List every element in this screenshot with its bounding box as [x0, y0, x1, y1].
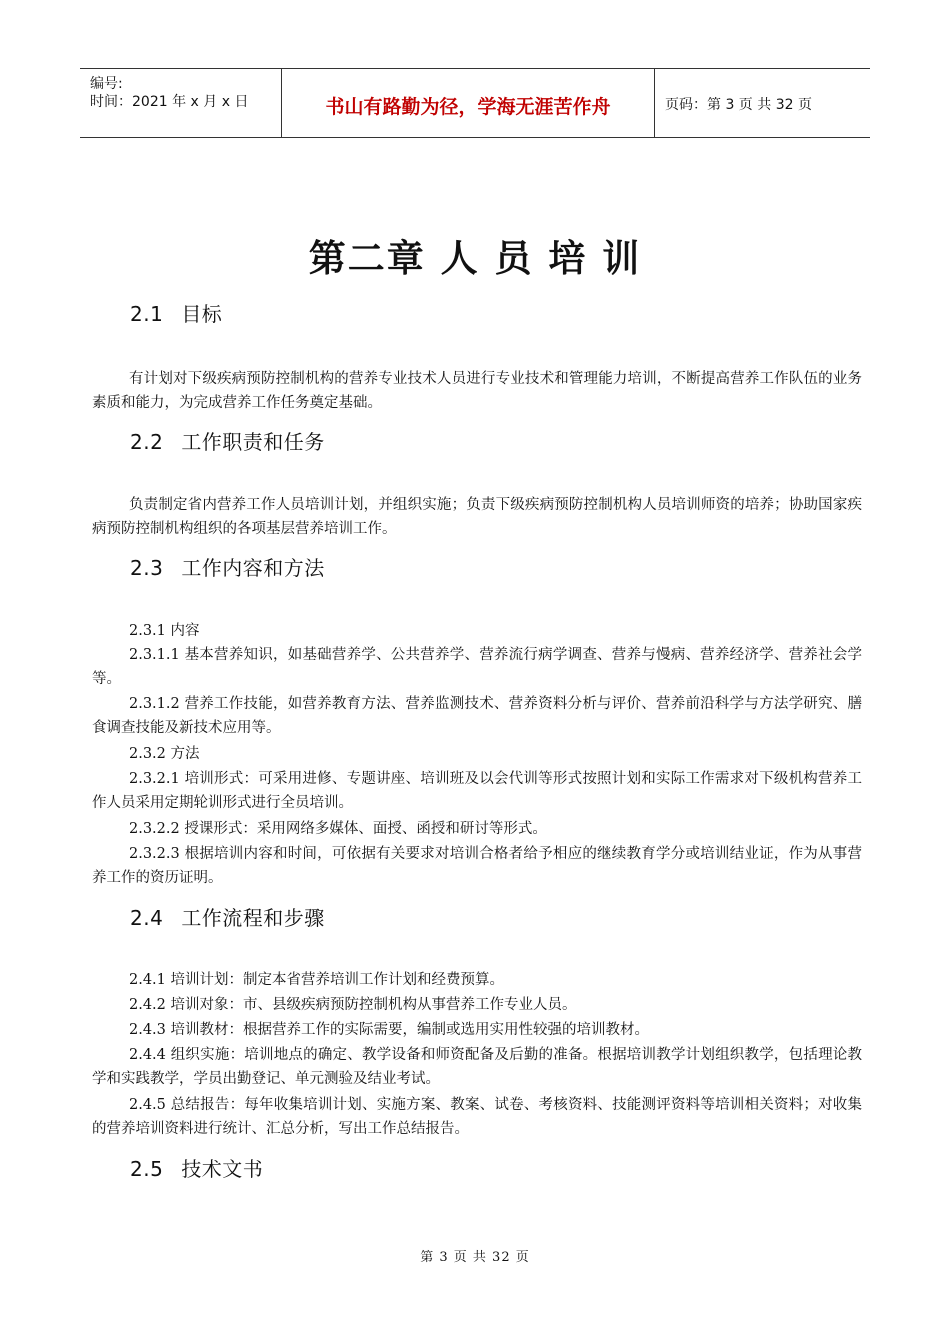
header-page-cell — [655, 69, 870, 137]
paragraph-2-4-1: 2.4.1 培训计划：制定本省营养培训工作计划和经费预算。 — [129, 972, 505, 988]
section-title: 工作流程和步骤 — [181, 906, 325, 930]
paragraph-duties: 负责制定省内营养工作人员培训计划，并组织实施；负责下级疾病预防控制机构人员培训师资的培养；协助国家疾病预防控制机构组织的各项基层营养培训工作。 — [92, 497, 862, 537]
paragraph-2-4-5: 2.4.5 总结报告：每年收集培训计划、实施方案、教案、试卷、考核资料、技能测评资料等培训相关资料；对收集的营养培训资料进行统计、汇总分析，写出工作总结报告。 — [92, 1097, 862, 1137]
date-label: 时间：2021 年 x 月 x 日 — [90, 94, 249, 110]
section-title: 工作职责和任务 — [181, 430, 325, 454]
page-header — [80, 68, 870, 138]
paragraph-2-3-1-2: 2.3.1.2 营养工作技能，如营养教育方法、营养监测技术、营养资料分析与评价、营养前沿科学与方法学研究、膳食调查技能及新技术应用等。 — [92, 696, 862, 736]
paragraph-2-3-1-1: 2.3.1.1 基本营养知识，如基础营养学、公共营养学、营养流行病学调查、营养与慢病、营养经济学、营养社会学等。 — [92, 647, 862, 687]
header-meta-cell — [80, 69, 282, 137]
section-title: 技术文书 — [181, 1157, 264, 1181]
paragraph-2-3-2: 2.3.2 方法 — [129, 746, 200, 762]
section-number: 2.1 — [130, 302, 164, 326]
section-number: 2.4 — [130, 906, 164, 930]
page-info: 页码：第 3 页 共 32 页 — [665, 97, 812, 113]
section-heading-2-5 — [130, 1153, 263, 1182]
paragraph-goal: 有计划对下级疾病预防控制机构的营养专业技术人员进行专业技术和管理能力培训，不断提高营养工作队伍的业务素质和能力，为完成营养工作任务奠定基础。 — [92, 371, 862, 411]
section-title: 目标 — [181, 302, 223, 326]
section-heading-2-1 — [130, 298, 222, 327]
section-number: 2.5 — [130, 1157, 164, 1181]
code-label: 编号: — [90, 76, 123, 92]
paragraph-2-4-2: 2.4.2 培训对象：市、县级疾病预防控制机构从事营养工作专业人员。 — [129, 997, 577, 1013]
section-title: 工作内容和方法 — [181, 556, 325, 580]
paragraph-2-4-4: 2.4.4 组织实施：培训地点的确定、教学设备和师资配备及后勤的准备。根据培训教学计划组织教学，包括理论教学和实践教学，学员出勤登记、单元测验及结业考试。 — [92, 1047, 862, 1087]
section-number: 2.3 — [130, 556, 164, 580]
paragraph-2-4-3: 2.4.3 培训教材：根据营养工作的实际需要，编制或选用实用性较强的培训教材。 — [129, 1022, 650, 1038]
paragraph-2-3-2-1: 2.3.2.1 培训形式：可采用进修、专题讲座、培训班及以会代训等形式按照计划和实际工作需求对下级机构营养工作人员采用定期轮训形式进行全员培训。 — [92, 771, 862, 811]
paragraph-2-3-2-2: 2.3.2.2 授课形式：采用网络多媒体、面授、函授和研讨等形式。 — [129, 821, 547, 837]
header-motto-cell — [282, 69, 655, 137]
section-heading-2-2 — [130, 426, 325, 455]
page-footer: 第 3 页 共 32 页 — [420, 1250, 530, 1265]
section-heading-2-4 — [130, 902, 325, 931]
paragraph-2-3-2-3: 2.3.2.3 根据培训内容和时间，可依据有关要求对培训合格者给予相应的继续教育学分或培训结业证，作为从事营养工作的资历证明。 — [92, 846, 862, 886]
chapter-title: 第二章 人 员 培 训 — [308, 236, 642, 280]
section-heading-2-3 — [130, 552, 325, 581]
section-number: 2.2 — [130, 430, 164, 454]
paragraph-2-3-1: 2.3.1 内容 — [129, 623, 200, 639]
motto: 书山有路勤为径，学海无涯苦作舟 — [325, 96, 611, 118]
